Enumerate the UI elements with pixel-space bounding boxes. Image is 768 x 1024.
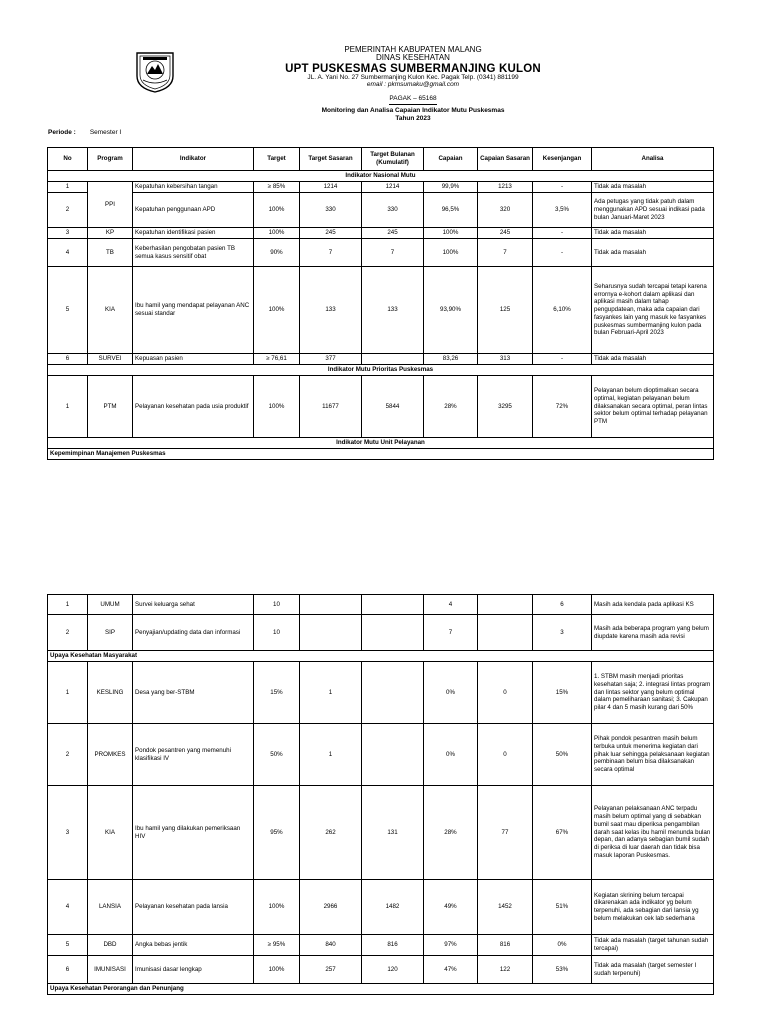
cell-capaian: 93,90% [424,267,478,354]
table-row [48,880,714,935]
cell-kesenjangan: 51% [533,880,592,935]
table-row [48,595,714,615]
cell-capaian-sasaran: 122 [478,956,533,984]
cell-capaian-sasaran [478,615,533,651]
cell-analisa: Tidak ada masalah [592,228,714,239]
cell-indikator: Ibu hamil yang dilakukan pemeriksaan HIV [133,786,254,880]
cell-analisa: 1. STBM masih menjadi prioritas kesehatan saja; 2. integrasi lintas program dan lintas sektor yang belum optimal dalam pemeliharaan sanitasi; 3. Cakupan pilar 4 dan 5 masih kurang dari 50% [592,662,714,724]
cell-capaian: 7 [424,615,478,651]
cell-target-sasaran: 11677 [300,376,362,438]
cell-no: 1 [48,595,88,615]
cell-target-sasaran: 1214 [300,182,362,193]
cell-no: 2 [48,724,88,786]
cell-capaian: 0% [424,724,478,786]
cell-target-sasaran: 262 [300,786,362,880]
col-target: Target [254,148,300,171]
col-target-sasaran: Target Sasaran [300,148,362,171]
cell-no: 4 [48,880,88,935]
letterhead [220,46,606,105]
cell-kesenjangan: - [533,228,592,239]
letterhead-institution: UPT PUSKESMAS SUMBERMANJING KULON [285,62,541,75]
document-title-main: Monitoring dan Analisa Capaian Indikator Mutu Puskesmas [321,107,505,114]
cell-analisa: Pelayanan belum dioptimalkan secara optimal, kegiatan pelayanan belum dilaksanakan secara optimal, peran lintas sektor belum optimal terhadap pelayanan PTM [592,376,714,438]
cell-program: UMUM [88,595,133,615]
cell-target: 100% [254,956,300,984]
indicator-table-bottom [47,594,714,995]
cell-target: 10 [254,595,300,615]
table-row [48,724,714,786]
cell-capaian-sasaran: 125 [478,267,533,354]
col-kesenjangan: Kesenjangan [533,148,592,171]
table-header-row [48,148,714,171]
cell-target-sasaran [300,615,362,651]
cell-kesenjangan: 15% [533,662,592,724]
cell-analisa: Tidak ada masalah (target semester I sudah terpenuhi) [592,956,714,984]
cell-analisa: Tidak ada masalah [592,354,714,365]
cell-capaian-sasaran: 245 [478,228,533,239]
cell-target: 100% [254,228,300,239]
cell-target-bulanan [362,724,424,786]
cell-indikator: Kepatuhan identifikasi pasien [133,228,254,239]
table-row [48,267,714,354]
cell-capaian-sasaran: 816 [478,935,533,956]
cell-capaian: 83,26 [424,354,478,365]
cell-indikator: Ibu hamil yang mendapat pelayanan ANC sesuai standar [133,267,254,354]
cell-kesenjangan: 50% [533,724,592,786]
col-target-bulanan: Target Bulanan (Kumulatif) [362,148,424,171]
cell-kesenjangan: 53% [533,956,592,984]
cell-target: 90% [254,239,300,267]
cell-target: 100% [254,376,300,438]
cell-kesenjangan: 3 [533,615,592,651]
document-title [220,107,606,124]
cell-target-bulanan: 1214 [362,182,424,193]
cell-target-sasaran: 330 [300,193,362,228]
cell-capaian: 4 [424,595,478,615]
table-row [48,354,714,365]
cell-analisa: Masih ada kendala pada aplikasi KS [592,595,714,615]
cell-no: 3 [48,228,88,239]
group-row [48,984,714,995]
table-row [48,935,714,956]
col-capaian: Capaian [424,148,478,171]
cell-capaian: 49% [424,880,478,935]
period-line [48,129,121,136]
table-row [48,239,714,267]
section-row [48,438,714,449]
cell-kesenjangan: 0% [533,935,592,956]
letterhead-department: DINAS KESEHATAN [376,53,450,63]
cell-capaian: 100% [424,239,478,267]
col-capaian-sasaran: Capaian Sasaran [478,148,533,171]
cell-target-sasaran: 245 [300,228,362,239]
cell-analisa: Kegiatan skrining belum tercapai dikarenakan ada indikator yg belum terpenuhi, ada sebagian dari lansia yg belum melakukan cek lab sederhana [592,880,714,935]
table-row [48,662,714,724]
table-row [48,615,714,651]
cell-capaian-sasaran: 313 [478,354,533,365]
cell-target: ≥ 85% [254,182,300,193]
cell-no: 6 [48,354,88,365]
col-program: Program [88,148,133,171]
cell-indikator: Desa yang ber-STBM [133,662,254,724]
cell-analisa: Tidak ada masalah (target tahunan sudah tercapai) [592,935,714,956]
section-nasional: Indikator Nasional Mutu [48,171,714,182]
cell-target-sasaran: 1 [300,724,362,786]
cell-target-bulanan: 7 [362,239,424,267]
cell-target-bulanan: 5844 [362,376,424,438]
document-title-year: Tahun 2023 [395,115,431,123]
cell-target-sasaran [300,595,362,615]
cell-target-sasaran: 377 [300,354,362,365]
cell-target-bulanan [362,354,424,365]
group-kepemimpinan: Kepemimpinan Manajemen Puskesmas [48,449,714,460]
indicator-table-top [47,147,714,460]
cell-capaian: 28% [424,786,478,880]
cell-indikator: Survei keluarga sehat [133,595,254,615]
cell-kesenjangan: 72% [533,376,592,438]
group-ukm: Upaya Kesehatan Masyarakat [48,651,714,662]
letterhead-postcode: PAGAK – 65168 [389,96,436,105]
cell-target: 100% [254,193,300,228]
period-label: Periode : [48,129,76,136]
table-row [48,956,714,984]
section-row [48,365,714,376]
cell-no: 6 [48,956,88,984]
cell-program: PROMKES [88,724,133,786]
cell-indikator: Pondok pesantren yang memenuhi klasifikasi IV [133,724,254,786]
cell-target-sasaran: 257 [300,956,362,984]
cell-no: 4 [48,239,88,267]
cell-target: ≥ 76,61 [254,354,300,365]
letterhead-government: PEMERINTAH KABUPATEN MALANG [344,45,482,54]
cell-program: PTM [88,376,133,438]
cell-capaian: 96,5% [424,193,478,228]
cell-program: SIP [88,615,133,651]
cell-capaian-sasaran [478,595,533,615]
cell-capaian: 28% [424,376,478,438]
cell-kesenjangan: - [533,182,592,193]
cell-program: TB [88,239,133,267]
cell-indikator: Kepatuhan penggunaan APD [133,193,254,228]
letterhead-address: JL. A. Yani No. 27 Sumbermanjing Kulon Kec. Pagak Telp. (0341) 881199 [307,73,519,81]
group-ukp: Upaya Kesehatan Perorangan dan Penunjang [48,984,714,995]
cell-capaian: 100% [424,228,478,239]
table-row [48,182,714,193]
group-row [48,651,714,662]
cell-analisa: Tidak ada masalah [592,182,714,193]
cell-target-bulanan: 133 [362,267,424,354]
cell-target-sasaran: 133 [300,267,362,354]
section-row [48,171,714,182]
cell-kesenjangan: - [533,239,592,267]
cell-capaian-sasaran: 7 [478,239,533,267]
cell-no: 1 [48,662,88,724]
table-row [48,228,714,239]
cell-target-bulanan: 1482 [362,880,424,935]
cell-no: 5 [48,267,88,354]
cell-program: LANSIA [88,880,133,935]
cell-kesenjangan: 6,10% [533,267,592,354]
cell-target: 50% [254,724,300,786]
cell-analisa: Seharusnya sudah tercapai tetapi karena errornya e-kohort dalam aplikasi dan aplikasi masih dalam tahap pengupdatean, maka ada capaian dari fasyankes lain yang masuk ke fasyankes puskesmas sumbermanjing kulon pada bulan Februari-April 2023 [592,267,714,354]
cell-indikator: Pelayanan kesehatan pada lansia [133,880,254,935]
cell-target-sasaran: 2966 [300,880,362,935]
cell-target-bulanan: 245 [362,228,424,239]
cell-indikator: Pelayanan kesehatan pada usia produktif [133,376,254,438]
cell-target-bulanan [362,615,424,651]
cell-no: 3 [48,786,88,880]
col-analisa: Analisa [592,148,714,171]
table-row [48,786,714,880]
cell-capaian-sasaran: 3295 [478,376,533,438]
cell-target: 10 [254,615,300,651]
section-prioritas: Indikator Mutu Prioritas Puskesmas [48,365,714,376]
cell-target: 100% [254,267,300,354]
cell-capaian-sasaran: 1452 [478,880,533,935]
cell-program: PPI [88,182,133,228]
cell-capaian: 0% [424,662,478,724]
table-row [48,376,714,438]
cell-target-bulanan: 120 [362,956,424,984]
cell-target: ≥ 95% [254,935,300,956]
cell-capaian-sasaran: 0 [478,662,533,724]
cell-kesenjangan: 67% [533,786,592,880]
cell-program: KIA [88,786,133,880]
cell-target-sasaran: 1 [300,662,362,724]
cell-kesenjangan: - [533,354,592,365]
cell-analisa: Masih ada beberapa program yang belum diupdate karena masih ada revisi [592,615,714,651]
cell-capaian-sasaran: 0 [478,724,533,786]
cell-program: SURVEI [88,354,133,365]
cell-target-sasaran: 840 [300,935,362,956]
cell-capaian: 97% [424,935,478,956]
section-unit: Indikator Mutu Unit Pelayanan [48,438,714,449]
cell-analisa: Pihak pondok pesantren masih belum terbuka untuk menerima kegiatan dari pihak luar sehingga pelaksanaan kegiatan pembinaan belum bisa dilaksanakan secara optimal [592,724,714,786]
cell-analisa: Tidak ada masalah [592,239,714,267]
cell-indikator: Kepuasan pasien [133,354,254,365]
cell-program: KP [88,228,133,239]
cell-target: 15% [254,662,300,724]
cell-target: 100% [254,880,300,935]
cell-capaian-sasaran: 320 [478,193,533,228]
cell-analisa: Ada petugas yang tidak patuh dalam menggunakan APD sesuai indikasi pada bulan Januari-Maret 2023 [592,193,714,228]
cell-capaian: 47% [424,956,478,984]
cell-target-bulanan: 131 [362,786,424,880]
cell-indikator: Kepatuhan kebersihan tangan [133,182,254,193]
cell-kesenjangan: 3,5% [533,193,592,228]
cell-indikator: Penyajian/updating data dan informasi [133,615,254,651]
cell-capaian-sasaran: 77 [478,786,533,880]
cell-capaian: 99,9% [424,182,478,193]
cell-target-sasaran: 7 [300,239,362,267]
cell-indikator: Imunisasi dasar lengkap [133,956,254,984]
col-indikator: Indikator [133,148,254,171]
cell-program: DBD [88,935,133,956]
cell-analisa: Pelayanan pelaksanaan ANC terpadu masih belum optimal yang di sebabkan bumil saat mau diperiksa pengambilan darah saat kelas ibu hamil menunda bulan depan, dan adanya sebagian bumil sudah di periksa di luar daerah dan tidak bisa masuk laporan Puskesmas. [592,786,714,880]
cell-indikator: Angka bebas jentik [133,935,254,956]
cell-target: 95% [254,786,300,880]
cell-no: 2 [48,615,88,651]
cell-program: KIA [88,267,133,354]
cell-no: 1 [48,182,88,193]
cell-target-bulanan: 816 [362,935,424,956]
cell-target-bulanan: 330 [362,193,424,228]
cell-target-bulanan [362,662,424,724]
cell-no: 1 [48,376,88,438]
cell-program: IMUNISASI [88,956,133,984]
regency-crest-icon [134,50,176,94]
col-no: No [48,148,88,171]
cell-program: KESLING [88,662,133,724]
group-row [48,449,714,460]
period-value: Semester I [89,129,122,136]
cell-target-bulanan [362,595,424,615]
cell-no: 2 [48,193,88,228]
letterhead-email: email : pkmsumaku@gmail.com [366,80,460,88]
table-row [48,193,714,228]
cell-indikator: Keberhasilan pengobatan pasien TB semua kasus sensitif obat [133,239,254,267]
cell-no: 5 [48,935,88,956]
cell-kesenjangan: 6 [533,595,592,615]
cell-capaian-sasaran: 1213 [478,182,533,193]
